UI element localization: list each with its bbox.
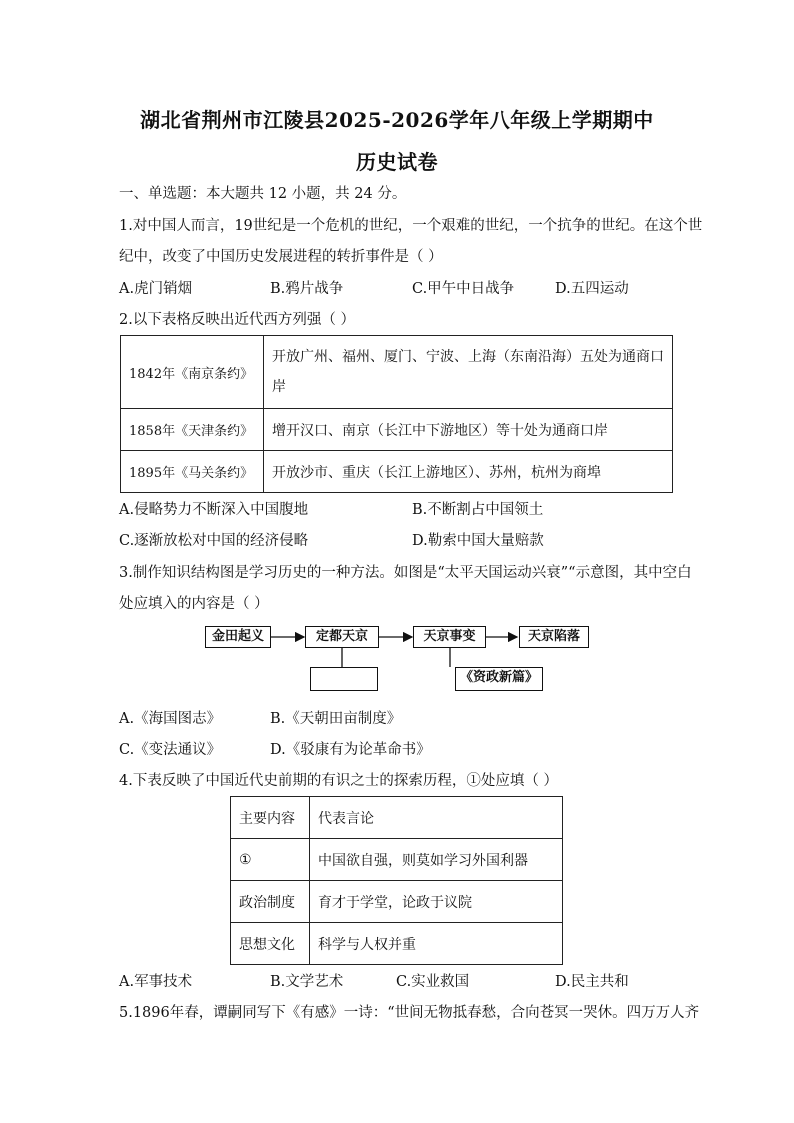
- table-cell: ①: [231, 839, 310, 881]
- table-row: [231, 797, 563, 839]
- treaty-cell: 1842年《南京条约》: [121, 336, 264, 409]
- flow-box-zizheng: 《资政新篇》: [455, 667, 543, 691]
- q4-table: [230, 796, 563, 965]
- q3-stem-line1: 3.制作知识结构图是学习历史的一种方法。如图是“太平天国运动兴衰”“示意图，其中空白: [119, 565, 692, 581]
- q1-option-b: B.鸦片战争: [270, 281, 344, 297]
- q4-option-d: D.民主共和: [555, 974, 629, 990]
- table-cell: 中国欲自强，则莫如学习外国利器: [310, 839, 563, 881]
- q3-option-d: D.《驳康有为论革命书》: [270, 742, 431, 758]
- header-cell: 主要内容: [231, 797, 310, 839]
- treaty-cell: 1858年《天津条约》: [121, 409, 264, 451]
- q2-option-c: C.逐渐放松对中国的经济侵略: [119, 533, 309, 549]
- q3-option-c: C.《变法通议》: [119, 742, 222, 758]
- table-cell: 政治制度: [231, 881, 310, 923]
- q1-option-c: C.甲午中日战争: [412, 281, 515, 297]
- treaty-cell: 1895年《马关条约》: [121, 451, 264, 493]
- q1-stem-line2: 纪中，改变了中国历史发展进程的转折事件是（ ）: [119, 249, 443, 265]
- flow-blank-box: [310, 667, 378, 691]
- content-cell: 开放沙市、重庆（长江上游地区）、苏州，杭州为商埠: [264, 451, 673, 493]
- q1-option-d: D.五四运动: [555, 281, 629, 297]
- exam-subtitle: 历史试卷: [356, 150, 438, 174]
- q2-option-b: B.不断割占中国领土: [412, 502, 544, 518]
- flow-box-fall: 天京陷落: [519, 626, 589, 648]
- q2-stem: 2.以下表格反映出近代西方列强（ ）: [119, 312, 355, 328]
- q1-stem-line1: 1.对中国人而言，19世纪是一个危机的世纪，一个艰难的世纪，一个抗争的世纪。在这个世: [119, 218, 703, 234]
- q4-option-b: B.文学艺术: [270, 974, 344, 990]
- table-cell: 思想文化: [231, 923, 310, 965]
- flow-box-incident: 天京事变: [413, 626, 486, 648]
- content-line: 开放广州、福州、厦门、宁波、上海（东南沿海）五处为通商口: [272, 349, 664, 365]
- flow-box-tianjing: 定都天京: [305, 626, 379, 648]
- q5-stem-line1: 5.1896年春，谭嗣同写下《有感》一诗：“世间无物抵春愁，合向苍冥一哭休。四万万人齐: [119, 1005, 700, 1021]
- q4-option-c: C.实业救国: [396, 974, 470, 990]
- exam-title: 湖北省荆州市江陵县2025-2026学年八年级上学期期中: [140, 108, 654, 132]
- header-cell: 代表言论: [310, 797, 563, 839]
- q2-option-d: D.勒索中国大量赔款: [412, 533, 544, 549]
- q4-option-a: A.军事技术: [119, 974, 193, 990]
- table-cell: 科学与人权并重: [310, 923, 563, 965]
- q3-option-a: A.《海国图志》: [119, 711, 222, 727]
- q2-option-a: A.侵略势力不断深入中国腹地: [119, 502, 309, 518]
- q4-stem: 4.下表反映了中国近代史前期的有识之士的探索历程，①处应填（ ）: [119, 773, 558, 789]
- flow-box-jintian: 金田起义: [205, 626, 271, 648]
- table-row: [231, 839, 563, 881]
- q1-option-a: A.虎门销烟: [119, 281, 193, 297]
- q3-option-b: B.《天朝田亩制度》: [270, 711, 402, 727]
- table-row: [231, 881, 563, 923]
- content-cell: 增开汉口、南京（长江中下游地区）等十处为通商口岸: [264, 409, 673, 451]
- table-cell: 育才于学堂，论政于议院: [310, 881, 563, 923]
- q3-stem-line2: 处应填入的内容是（ ）: [119, 596, 269, 612]
- content-line: 岸: [272, 379, 286, 395]
- section-heading: 一、单选题：本大题共 12 小题，共 24 分。: [119, 186, 407, 202]
- table-row: [231, 923, 563, 965]
